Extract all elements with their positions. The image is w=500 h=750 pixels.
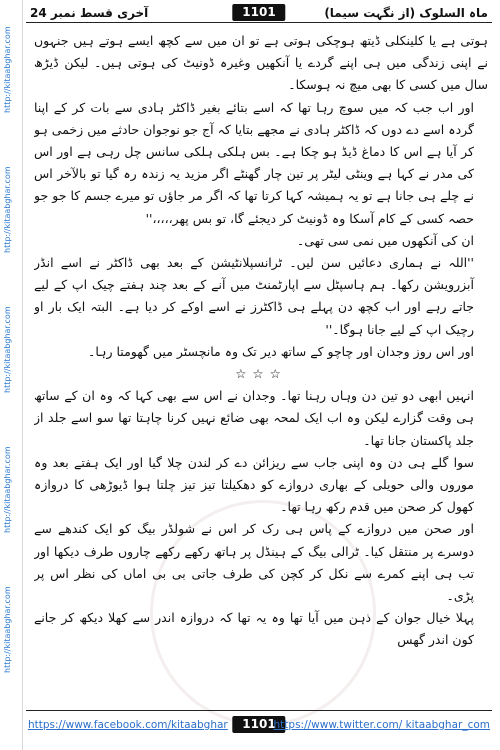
sidebar-url: http://kitaabghar.com: [3, 306, 12, 394]
sidebar-url: http://kitaabghar.com: [3, 26, 12, 114]
paragraph: اور اب جب کہ میں سوچ رہا تھا کہ اسے بتائے بغیر ڈاکٹر ہادی سے بات کر کے اپنا گردہ اسے دے دوں کہ ڈاکٹر ہادی نے مجھے بتایا کہ آج جو نوجوان حادثے میں زخمی ہو کر آیا ہے اس کا دماغ ڈیڈ ہو چکا ہے۔ بس ہلکی ہلکی سانس چل رہی ہے اور اس کی مدر نے کہا ہے وینٹی لیٹر پر تین چار گھنٹے اگر مزید یہ زندہ رہ گیا تو بالآخر اس نے چلے ہی جانا ہے تو یہ ہمیشہ کہا کرتا تھا کہ اگر مر جاؤں تو میرے جسم کا جو جو حصہ کسی کے کام آسکا وہ ڈونیٹ کر دیجئے گا، تو بس پھر،،،،،'': [34, 99, 474, 226]
paragraph: ان کی آنکھوں میں نمی سی تھی۔: [296, 232, 474, 248]
sidebar-url: http://kitaabghar.com: [3, 166, 12, 254]
page-header: [26, 6, 492, 23]
episode-title: آخری قسط نمبر 24: [30, 6, 149, 20]
footer-page-number: 1101: [232, 716, 285, 733]
novel-title: ماہ السلوک (از نگہت سیما): [324, 6, 488, 20]
paragraph: سوا گلے ہی دن وہ اپنی جاب سے ریزائن دے کر لندن چلا گیا اور ایک ہفتے بعد وہ موروں والی حویلی کے بھاری دروازے کو دھکیلتا تیز تیز چلتا ہوا ڈیوڑھی کا دروازہ کھول کر صحن میں قدم رکھ رہا تھا۔: [34, 454, 474, 515]
facebook-link[interactable]: https://www.facebook.com/kitaabghar: [28, 719, 228, 731]
paragraph: ہوتی ہے یا کلینکلی ڈیتھ ہوچکی ہوتی ہے تو ان میں سے کچھ ایسے ہوتے ہیں جنہوں نے اپنی زندگی میں ہی اپنے گردے یا آنکھیں وغیرہ ڈونیٹ کی ہوتی ہیں۔ لیکن ڈیڑھ سال میں کسی کا بھی میچ نہ ہوسکا۔: [34, 33, 488, 93]
sidebar-url: http://kitaabghar.com: [3, 446, 12, 534]
page-number-badge: 1101: [232, 4, 285, 21]
paragraph: پہلا خیال جوان کے ذہن میں آیا تھا وہ یہ تھا کہ دروازہ اندر سے کھلا دیکھ کر جانے کون اندر گھس: [34, 610, 474, 648]
paragraph: ''اللہ نے ہماری دعائیں سن لیں۔ ٹرانسپلانٹیشن کے بعد بھی ڈاکٹر نے اسے انڈر آبزرویشن رکھا۔ ہم ہاسپٹل سے اپارٹمنٹ میں آنے کے بعد چند ہفتے چیک اپ کے لیے جاتے رہے اور اب کچھ دن پہلے ہی ڈاکٹرز نے اسے اوکے کر دیا ہے۔ البتہ ایک بار او رچیک اپ کے لیے جانا ہوگا۔'': [34, 255, 474, 337]
page-footer: [26, 714, 492, 736]
twitter-link[interactable]: https://www.twitter.com/ kitaabghar_com: [273, 719, 490, 731]
page-body: [34, 30, 488, 702]
left-sidebar-watermark: [0, 0, 23, 750]
paragraph: انہیں ابھی دو تین دن وہاں رہنا تھا۔ وجدان نے اس سے بھی کہا کہ وہ ان کے ساتھ ہی وقت گزارے لیکن وہ اب ایک لمحہ بھی ضائع نہیں کرنا چاہتا تھا سو اسے جلد از جلد پاکستان جانا تھا۔: [34, 388, 474, 448]
paragraph: اور اس روز وجدان اور چاچو کے ساتھ دیر تک وہ مانچسٹر میں گھومتا رہا۔: [88, 343, 474, 359]
paragraph: اور صحن میں دروازے کے پاس ہی رک کر اس نے شولڈر بیگ کو ایک کندھے سے دوسرے پر منتقل کیا۔ ٹرالی بیگ کے ہینڈل پر ہاتھ رکھے رکھے چاروں طرف دیکھا اور تب ہی اپنے کمرے سے نکل کر کچن کی طرف جاتی بی بی اماں کی نظر اس پر پڑی۔: [34, 521, 474, 604]
sidebar-url: http://kitaabghar.com: [3, 586, 12, 674]
section-separator: ☆☆☆: [235, 366, 287, 382]
footer-divider: [26, 710, 492, 711]
